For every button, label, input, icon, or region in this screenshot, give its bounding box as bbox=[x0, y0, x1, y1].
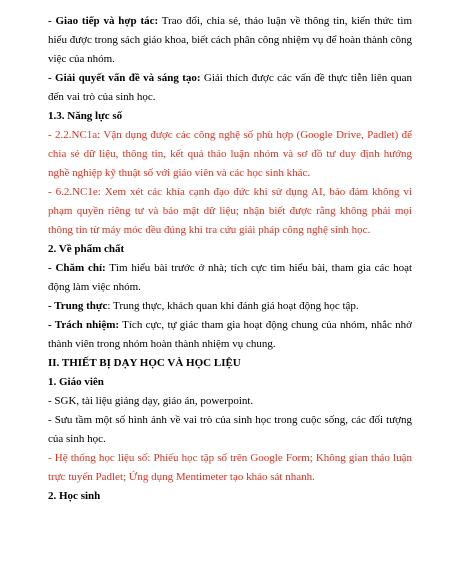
text-communication: Trao đổi, chia sẻ, thảo luận về thông tin, kiến thức tìm hiểu được trong sách giáo khoa, biết cách phân công nhiệm vụ để hoàn thành công việc của nhóm. bbox=[48, 15, 413, 65]
paragraph-honesty bbox=[48, 297, 412, 316]
heading-qualities: 2. Về phẩm chất bbox=[48, 243, 125, 255]
label-communication: - Giao tiếp và hợp tác: bbox=[48, 15, 159, 27]
paragraph-diligence bbox=[48, 259, 412, 297]
heading-teaching-equipment: II. THIẾT BỊ DẠY HỌC VÀ HỌC LIỆU bbox=[48, 357, 241, 369]
paragraph-responsibility bbox=[48, 316, 412, 354]
text-problem-solving: Giải thích được các vấn đề thực tiễn liên quan đến vai trò của sinh học. bbox=[48, 72, 412, 103]
paragraph-digital-materials: - Hệ thống học liệu số: Phiếu học tập số trên Google Form; Không gian thảo luận trực tuyến Padlet; Ứng dụng Mentimeter tạo khảo sát nhanh. bbox=[48, 452, 412, 483]
paragraph-teacher-materials: - SGK, tài liệu giảng dạy, giáo án, powerpoint. bbox=[48, 395, 254, 407]
label-responsibility: - Trách nhiệm: bbox=[48, 319, 120, 331]
paragraph-teacher-images: - Sưu tầm một số hình ảnh về vai trò của sinh học trong cuộc sống, các đối tượng của sinh học. bbox=[48, 414, 412, 445]
paragraph-digital-2-2: - 2.2.NC1a: Vận dụng được các công nghệ số phù hợp (Google Drive, Padlet) để chia sẻ dữ liệu, thông tin, kết quả thảo luận nhóm và sơ đồ tư duy định hướng nghề nghiệp kỹ thuật số với giáo viên và các học sinh khác. bbox=[48, 129, 412, 179]
label-diligence: - Chăm chỉ: bbox=[48, 262, 106, 274]
text-responsibility: Tích cực, tự giác tham gia hoạt động chung của nhóm, nhắc nhở thành viên trong nhóm hoàn thành nhiệm vụ chung. bbox=[48, 319, 412, 350]
label-honesty: - Trung thực bbox=[48, 300, 108, 312]
heading-digital-competency: 1.3. Năng lực số bbox=[48, 110, 123, 122]
paragraph-problem-solving bbox=[48, 69, 412, 107]
label-problem-solving: - Giải quyết vấn đề và sáng tạo: bbox=[48, 72, 201, 84]
heading-students: 2. Học sinh bbox=[48, 490, 101, 502]
paragraph-digital-6-2: - 6.2.NC1e: Xem xét các khía cạnh đạo đức khi sử dụng AI, bảo đảm không vi phạm quyền riêng tư và bảo mật dữ liệu; nhận biết được rằng không phải mọi thông tin từ máy móc đều đúng khi tra cứu giải pháp công nghệ sinh học. bbox=[48, 186, 412, 236]
heading-teacher: 1. Giáo viên bbox=[48, 376, 104, 388]
text-honesty: : Trung thực, khách quan khi đánh giá hoạt động học tập. bbox=[107, 300, 359, 312]
paragraph-communication-collaboration bbox=[48, 12, 412, 69]
text-diligence: Tìm hiểu bài trước ở nhà; tích cực tìm hiểu bài, tham gia các hoạt động làm việc nhóm. bbox=[48, 262, 413, 293]
